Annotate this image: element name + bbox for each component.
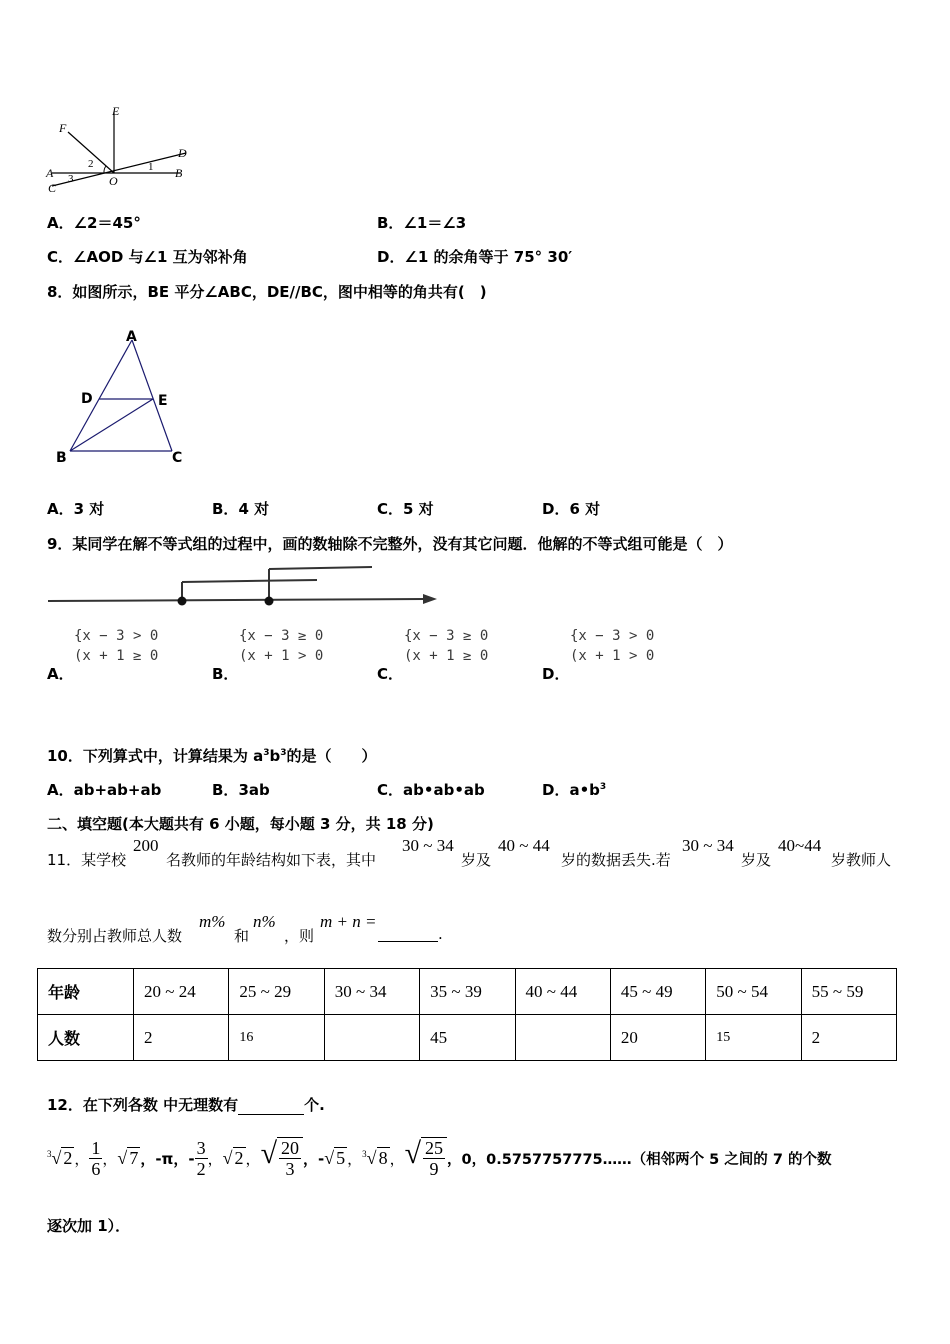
- numerator: 3: [196, 1137, 206, 1158]
- axis-line: [48, 599, 425, 601]
- ineq-line: {x − 3 > 0: [74, 628, 159, 644]
- option-text: 3 对: [73, 500, 105, 518]
- q8-option-d[interactable]: [542, 498, 600, 519]
- label-angle-1: 1: [148, 161, 154, 173]
- option-text: 5 对: [403, 500, 434, 518]
- separator: ，: [74, 1149, 90, 1168]
- option-text: ∠1＝∠3: [403, 214, 467, 232]
- q11-range-2: 40 ~ 44: [498, 836, 550, 855]
- count-cell-missing: [515, 1015, 610, 1061]
- label-angle-3: 3: [68, 173, 74, 185]
- label-O: O: [109, 174, 118, 188]
- angle-arc-2: [104, 166, 106, 173]
- label-B: B: [56, 450, 67, 466]
- count-cell: 2: [801, 1015, 896, 1061]
- q8-option-a[interactable]: [47, 498, 104, 519]
- age-cell: 50 ~ 54: [706, 969, 801, 1015]
- option-letter: B．: [212, 500, 239, 518]
- root-index: 3: [362, 1148, 367, 1159]
- q10-option-b[interactable]: [212, 779, 270, 800]
- age-cell: 30 ~ 34: [324, 969, 419, 1015]
- separator: ，: [245, 1149, 261, 1168]
- option-letter: A．: [47, 214, 74, 232]
- numerator: 25: [425, 1138, 444, 1159]
- q11-line2-text: 数分别占教师总人数: [47, 927, 183, 945]
- q9-option-d-system[interactable]: [570, 626, 654, 666]
- option-letter: B．: [377, 214, 404, 232]
- separator: ，: [347, 1149, 363, 1168]
- q8-triangle-figure: [52, 325, 202, 470]
- solid-dot: [265, 597, 274, 606]
- q11-n-percent: n%: [253, 912, 276, 931]
- ineq-line: (x + 1 > 0: [239, 648, 324, 664]
- q11-text: 岁及: [461, 851, 492, 869]
- q12-tail-text: ，0，0.5757757775……（相邻两个 5 之间的 7 的个数: [447, 1151, 832, 1168]
- exponent: 3: [599, 782, 607, 792]
- q11-teacher-count: 200: [133, 836, 159, 855]
- axis-arrow-icon: [423, 594, 437, 604]
- count-cell-missing: [324, 1015, 419, 1061]
- table-row-count: [38, 1015, 897, 1061]
- label-A: A: [46, 166, 54, 180]
- ineq-line: {x − 3 > 0: [570, 628, 655, 644]
- option-text: ∠2＝45°: [73, 214, 141, 232]
- age-cell: 20 ~ 24: [134, 969, 229, 1015]
- q8-stem: 8．如图所示，BE 平分∠ABC，DE//BC，图中相等的角共有( ): [47, 283, 487, 301]
- option-text: 6 对: [569, 500, 601, 518]
- count-cell: 15: [706, 1015, 801, 1061]
- side-AB: [70, 340, 132, 451]
- q9-option-b-system[interactable]: [239, 626, 323, 666]
- q12-stem: [47, 1094, 325, 1115]
- age-table: [37, 968, 897, 1061]
- table-row-age: [38, 969, 897, 1015]
- age-cell: 40 ~ 44: [515, 969, 610, 1015]
- q11-range-3: 30 ~ 34: [682, 836, 734, 855]
- option-letter: D．: [542, 500, 570, 518]
- numerator: 1: [91, 1137, 101, 1158]
- option-letter: C．: [377, 781, 404, 799]
- q11-answer-blank[interactable]: [378, 925, 438, 942]
- count-cell: 45: [420, 1015, 515, 1061]
- q7-option-d[interactable]: [377, 246, 572, 267]
- solid-dot: [178, 597, 187, 606]
- count-cell: 2: [134, 1015, 229, 1061]
- denominator: 3: [285, 1159, 295, 1180]
- sqrt-7: √ 7: [117, 1147, 139, 1168]
- root-index: 3: [47, 1148, 52, 1159]
- option-text: ab+ab+ab: [73, 781, 162, 799]
- stem-text: 12．在下列各数 中无理数有: [47, 1096, 239, 1114]
- cbrt-8: $^3$√ 8: [362, 1147, 388, 1168]
- option-letter: D．: [377, 248, 405, 266]
- option-text: a•b: [569, 781, 600, 799]
- section-title: 二、填空题(本大题共有 6 小题，每小题 3 分，共 18 分): [47, 815, 434, 833]
- option-text: ab•ab•ab: [403, 781, 485, 799]
- q11-expression: m + n =: [320, 912, 377, 931]
- q11-text: 岁教师人: [831, 851, 892, 869]
- q7-option-a[interactable]: [47, 212, 141, 233]
- q12-tail-line2: 逐次加 1）．: [47, 1217, 131, 1235]
- fraction-1-6: [89, 1138, 102, 1179]
- option-text: 3ab: [238, 781, 270, 799]
- q12-number-list: [47, 1128, 832, 1188]
- option-letter: A．: [47, 781, 74, 799]
- age-cell: 25 ~ 29: [229, 969, 324, 1015]
- age-cell: 55 ~ 59: [801, 969, 896, 1015]
- exponent: 3: [280, 748, 287, 758]
- q9-stem: 9．某同学在解不等式组的过程中，画的数轴除不完整外，没有其它问题．他解的不等式组可能是（ ）: [47, 535, 733, 553]
- label-F: F: [59, 121, 67, 135]
- radicand: 2: [63, 1147, 73, 1168]
- q11-period: .: [438, 925, 443, 943]
- option-letter: A．: [47, 500, 74, 518]
- label-E: E: [158, 393, 168, 409]
- q8-option-b[interactable]: [212, 498, 269, 519]
- label-E: E: [112, 104, 120, 118]
- ineq-line: {x − 3 ≥ 0: [404, 628, 489, 644]
- q10-option-c[interactable]: [377, 779, 485, 800]
- ineq-line: (x + 1 ≥ 0: [74, 648, 159, 664]
- q11-text: 岁及: [741, 851, 772, 869]
- q11-m-percent: m%: [199, 912, 226, 931]
- option-letter: B．: [212, 781, 239, 799]
- q11-range-1: 30 ~ 34: [402, 836, 454, 855]
- q9-option-c-system[interactable]: [404, 626, 488, 666]
- sqrt-2: √ 2: [222, 1147, 244, 1168]
- q9-option-d-letter[interactable]: D．: [542, 665, 570, 683]
- q9-option-a-letter[interactable]: A．: [47, 665, 74, 683]
- sqrt-25-9: √ $\frac{25}{9}$: [405, 1137, 447, 1179]
- fraction-3-2: [195, 1138, 208, 1179]
- q11-text: ，则: [284, 927, 315, 945]
- option-text: 4 对: [238, 500, 270, 518]
- q9-option-c-letter[interactable]: C．: [377, 665, 404, 683]
- q10-stem: [47, 745, 377, 766]
- q10-option-d[interactable]: [542, 779, 606, 800]
- denominator: 9: [429, 1159, 439, 1180]
- q11-text: 岁的数据丢失.若: [561, 851, 671, 869]
- q9-option-b-letter[interactable]: B．: [212, 665, 239, 683]
- separator: ，: [102, 1149, 118, 1168]
- row-header-age: 年龄: [38, 969, 134, 1015]
- stem-text: 个.: [304, 1096, 325, 1114]
- q9-number-line: [45, 560, 445, 615]
- label-C: C: [172, 450, 183, 466]
- sqrt-20-3: √ $\frac{20}{3}$: [261, 1137, 303, 1179]
- q11-he: 和: [234, 927, 250, 945]
- separator: ，: [207, 1149, 223, 1168]
- age-cell: 35 ~ 39: [420, 969, 515, 1015]
- q11-text: 名教师的年龄结构如下表，其中: [166, 851, 377, 869]
- option-text: ∠AOD 与∠1 互为邻补角: [73, 248, 248, 266]
- radicand: 2: [234, 1147, 244, 1168]
- stem-text: b: [269, 747, 281, 765]
- q9-option-a-system[interactable]: [74, 626, 158, 666]
- option-letter: C．: [47, 248, 74, 266]
- age-cell: 45 ~ 49: [610, 969, 705, 1015]
- label-angle-2: 2: [88, 158, 94, 170]
- mark-right-top: [269, 567, 372, 569]
- count-cell: 16: [229, 1015, 324, 1061]
- label-D: D: [178, 146, 187, 160]
- ineq-line: {x − 3 ≥ 0: [239, 628, 324, 644]
- q7-angle-figure: [40, 100, 200, 195]
- label-B: B: [175, 166, 183, 180]
- q7-option-c[interactable]: [47, 246, 248, 267]
- cbrt-2: $^3$√ 2: [47, 1147, 73, 1168]
- stem-text: 10．下列算式中，计算结果为 a: [47, 747, 264, 765]
- label-D: D: [81, 391, 93, 407]
- q10-option-a[interactable]: [47, 779, 161, 800]
- option-letter: C．: [377, 500, 404, 518]
- ineq-line: (x + 1 ≥ 0: [404, 648, 489, 664]
- row-header-count: 人数: [38, 1015, 134, 1061]
- radicand: 5: [336, 1147, 346, 1168]
- ineq-line: (x + 1 > 0: [570, 648, 655, 664]
- q11-prefix: 11．某学校: [47, 851, 127, 869]
- count-cell: 20: [610, 1015, 705, 1061]
- label-C: C: [48, 181, 57, 195]
- exponent: 3: [263, 748, 270, 758]
- mark-left-top: [182, 580, 317, 582]
- numerator: 20: [281, 1138, 300, 1159]
- radicand: 7: [129, 1147, 139, 1168]
- radicand: 8: [378, 1147, 388, 1168]
- denominator: 2: [196, 1158, 206, 1179]
- option-letter: D．: [542, 781, 570, 799]
- sqrt-5: √ 5: [324, 1147, 346, 1168]
- q11-range-4: 40~44: [778, 836, 822, 855]
- separator: ，-: [303, 1149, 325, 1168]
- q7-option-b[interactable]: [377, 212, 466, 233]
- label-A: A: [126, 329, 137, 345]
- option-text: ∠1 的余角等于 75° 30′: [404, 248, 573, 266]
- separator: ，: [389, 1149, 405, 1168]
- q12-answer-blank[interactable]: [238, 1096, 304, 1115]
- stem-text: 的是（ ）: [286, 747, 377, 765]
- q8-option-c[interactable]: [377, 498, 434, 519]
- neg-pi: ，-π，-: [140, 1149, 195, 1168]
- denominator: 6: [91, 1158, 101, 1179]
